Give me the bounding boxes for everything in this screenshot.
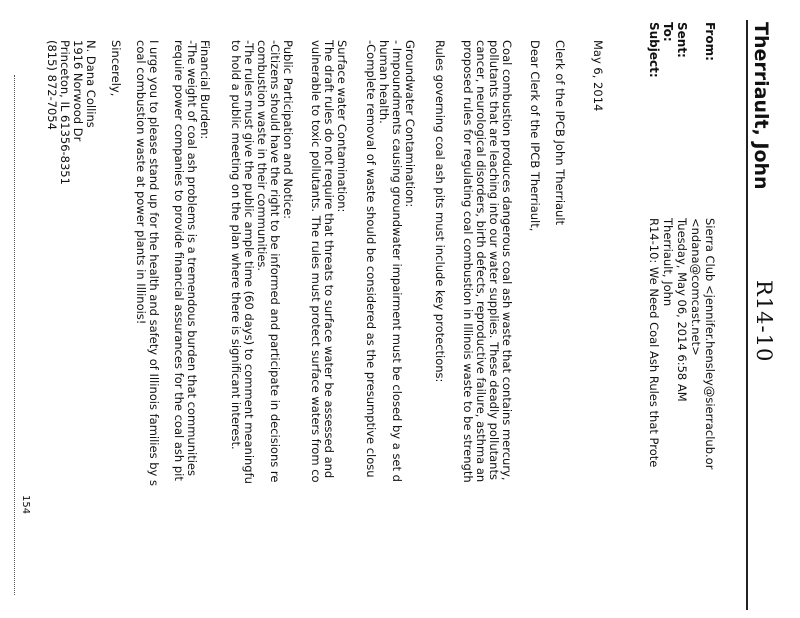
from-value-email: <ndana@comcast.net> — [689, 218, 703, 356]
participation-line: -Citizens should have the right to be informed and participate in decisions re — [268, 40, 282, 483]
letter-recipient: Clerk of the IPCB John Therriault — [553, 40, 567, 226]
intro-line: cancer, neurological disorders, birth defects, reproductive failure, asthma an — [474, 40, 488, 483]
groundwater-line: human health. — [377, 40, 391, 124]
closing-line: coal combustion waste at power plants in Illinois! — [134, 40, 148, 325]
from-value: Sierra Club <jennifer.hensley@sierraclub.or — [703, 218, 717, 470]
closing-line: I urge you to please stand up for the health and safety of Illinois families by s — [147, 40, 161, 486]
sent-value: Tuesday, May 06, 2014 6:58 AM — [675, 218, 689, 402]
financial-line: require power companies to provide financial assurances for the coal ash pit — [172, 40, 186, 481]
letter-salutation: Dear Clerk of the IPCB Therriault, — [528, 40, 542, 232]
signature-line: (815) 872-7054 — [45, 40, 59, 130]
surface-line: The draft rules do not require that threats to surface water be assessed and — [322, 40, 336, 479]
signature-line: Princeton, IL 61356-8351 — [58, 40, 72, 185]
participation-line: -The rules must give the public ample time (60 days) to comment meaningfu — [242, 40, 256, 484]
surface-line: vulnerable to toxic pollutants. The rules must protect surface waters from co — [309, 40, 323, 483]
groundwater-line: - Impoundments causing groundwater impairment must be closed by a set d — [390, 40, 404, 482]
signature-line: 1916 Norwood Dr — [71, 40, 85, 142]
sent-label: Sent: — [675, 22, 689, 58]
groundwater-heading: Groundwater Contamination: — [403, 40, 417, 208]
letter-date: May 6, 2014 — [591, 40, 605, 112]
participation-heading: Public Participation and Notice: — [281, 40, 295, 220]
intro-line: Coal combustion produces dangerous coal ash waste that contains mercury, — [500, 40, 514, 481]
to-label: To: — [661, 22, 675, 42]
subject-value: R14-10: We Need Coal Ash Rules that Prote — [647, 218, 661, 468]
groundwater-line: -Complete removal of waste should be considered as the presumptive closu — [364, 40, 378, 478]
key-protections-line: Rules governing coal ash pits must include key protections: — [433, 40, 447, 383]
header-name: Therriault, John — [750, 22, 772, 190]
scan-edge-marks — [14, 75, 15, 595]
surface-heading: Surface water Contamination: — [335, 40, 349, 213]
signoff: Sincerely, — [109, 40, 123, 97]
from-label: From: — [703, 22, 717, 61]
intro-line: proposed rules for regulating coal combustion in Illinois waste to be strength — [461, 40, 475, 483]
participation-line: to hold a public meeting on the plan where there is significant interest. — [229, 40, 243, 450]
page-number: 154 — [20, 495, 31, 515]
participation-line: combustion waste in their communities. — [255, 40, 269, 272]
docket-stamp: R14-10 — [752, 280, 776, 363]
financial-heading: Financial Burden: — [198, 40, 212, 140]
intro-line: pollutants that are leaching into our water supplies. These deadly pollutants — [487, 40, 501, 480]
signature-line: N. Dana Collins — [84, 40, 98, 128]
financial-line: -The weight of coal ash problems is a tremendous burden that communities — [185, 40, 199, 476]
header-rule — [746, 20, 748, 610]
subject-label: Subject: — [647, 22, 661, 78]
to-value: Therriault, John — [661, 218, 675, 307]
